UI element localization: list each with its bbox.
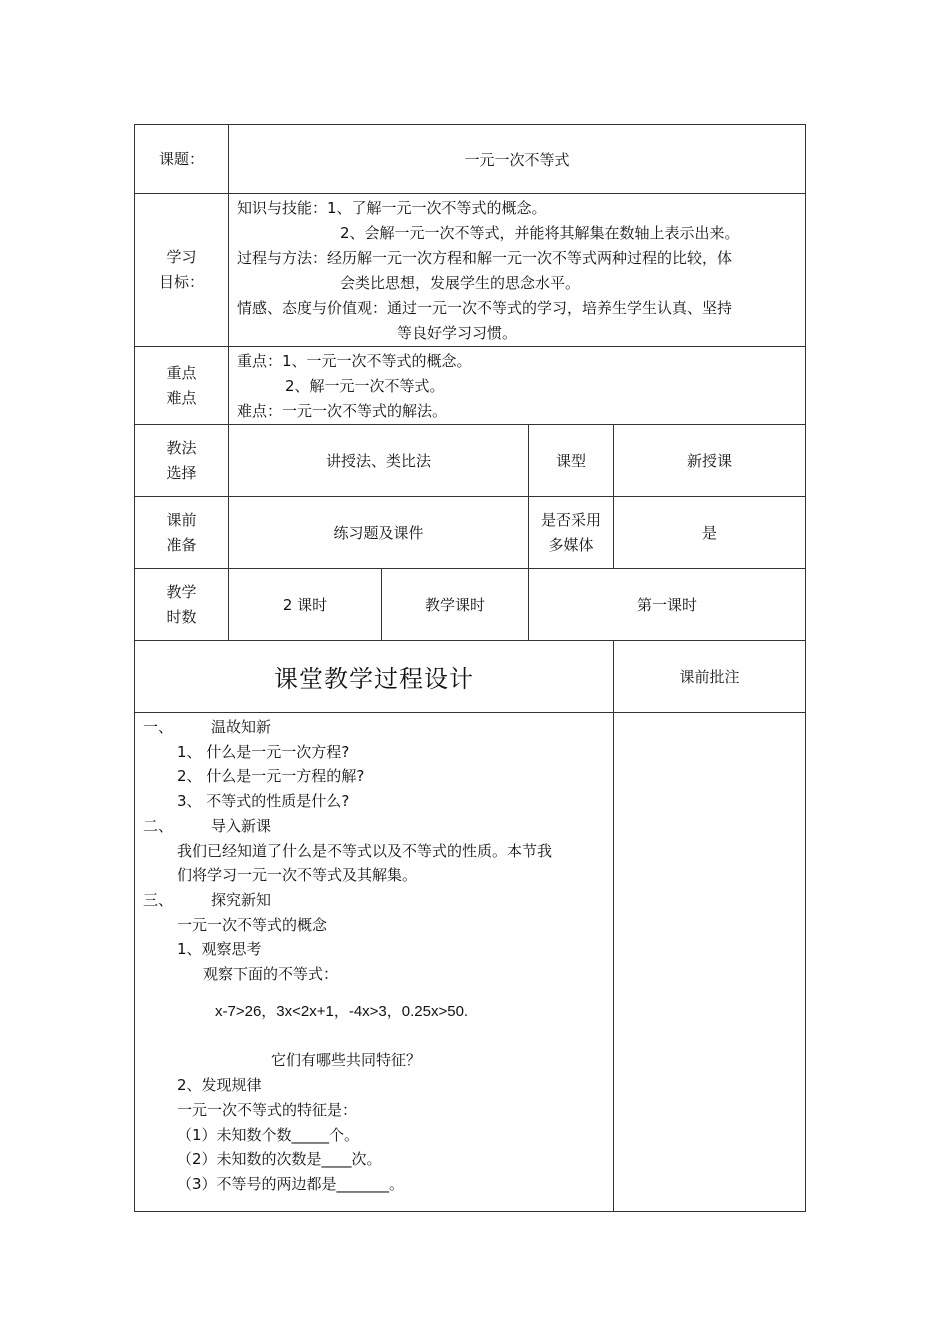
goals-line: 情感、态度与价值观：通过一元一次不等式的学习，培养生学生认真、坚持 (237, 299, 733, 317)
section-title: 探究新知 (211, 890, 272, 909)
hours-label: 教学 时数 (135, 569, 229, 641)
feature-item: （3）不等号的两边都是_______。 (177, 1174, 405, 1193)
hours-value: 2 课时 (229, 569, 382, 641)
section-title: 导入新课 (211, 816, 272, 835)
goals-line: 等良好学习习惯。 (397, 324, 518, 342)
intro-text: 我们已经知道了什么是不等式以及不等式的性质。本节我 (177, 841, 553, 860)
section-title: 温故知新 (211, 718, 272, 736)
keypoints-row (135, 347, 806, 425)
feature-intro: 一元一次不等式的特征是： (177, 1100, 358, 1119)
period-label: 教学课时 (382, 569, 529, 641)
hours-row (135, 569, 806, 641)
goals-line: 过程与方法：经历解一元一次方程和解一元一次不等式两种过程的比较，体 (237, 249, 733, 267)
method-value: 讲授法、类比法 (229, 425, 529, 497)
media-label: 是否采用 多媒体 (529, 497, 614, 569)
media-value: 是 (614, 497, 806, 569)
goals-row (135, 194, 806, 347)
topic-value: 一元一次不等式 (229, 125, 806, 194)
step-title: 2、发现规律 (177, 1076, 262, 1095)
topic-row (135, 125, 806, 194)
keypoint-line: 难点：一元一次不等式的解法。 (237, 402, 448, 420)
review-question: 1、 什么是一元一次方程? (177, 742, 350, 761)
section-number: 三、 (143, 890, 174, 909)
keypoints-content (229, 347, 806, 425)
keypoint-line: 重点：1、一元一次不等式的概念。 (237, 352, 472, 370)
section-heading (143, 814, 609, 839)
keypoint-line: 2、解一元一次不等式。 (285, 377, 445, 395)
goals-line: 会类比思想，发展学生的思念水平。 (340, 274, 581, 292)
section-number: 一、 (143, 718, 174, 736)
prep-row (135, 497, 806, 569)
method-row (135, 425, 806, 497)
step-title: 1、观察思考 (177, 940, 262, 959)
period-value: 第一课时 (529, 569, 806, 641)
process-title: 课堂教学过程设计 (135, 641, 614, 713)
review-question: 2、 什么是一元一方程的解? (177, 767, 365, 786)
goals-content (229, 194, 806, 347)
prep-label: 课前 准备 (135, 497, 229, 569)
keypoints-label: 重点 难点 (135, 347, 229, 425)
section-heading (143, 888, 609, 913)
section-number: 二、 (143, 816, 174, 835)
intro-text: 们将学习一元一次不等式及其解集。 (177, 866, 418, 885)
process-body-row (135, 713, 806, 1212)
process-content (135, 713, 614, 1212)
feature-item: （2）未知数的次数是____次。 (177, 1150, 382, 1169)
process-header-row (135, 641, 806, 713)
prep-value: 练习题及课件 (229, 497, 529, 569)
inequality-examples: x-7>26，3x<2x+1，-4x>3，0.25x>50. (215, 1002, 469, 1020)
notes-column (614, 713, 806, 1212)
lesson-plan-table (134, 124, 806, 1212)
type-value: 新授课 (614, 425, 806, 497)
subsection-title: 一元一次不等式的概念 (177, 915, 328, 934)
topic-label: 课题： (135, 125, 229, 194)
section-heading (143, 715, 609, 740)
goals-line: 2、会解一元一次不等式，并能将其解集在数轴上表示出来。 (340, 224, 740, 242)
goals-line: 知识与技能：1、了解一元一次不等式的概念。 (237, 199, 547, 217)
type-label: 课型 (529, 425, 614, 497)
goals-label: 学习 目标： (135, 194, 229, 347)
method-label: 教法 选择 (135, 425, 229, 497)
notes-label: 课前批注 (614, 641, 806, 713)
question-text: 它们有哪些共同特征？ (271, 1051, 422, 1070)
observe-text: 观察下面的不等式： (203, 965, 339, 984)
review-question: 3、 不等式的性质是什么? (177, 792, 350, 811)
feature-item: （1）未知数个数_____个。 (177, 1125, 360, 1144)
